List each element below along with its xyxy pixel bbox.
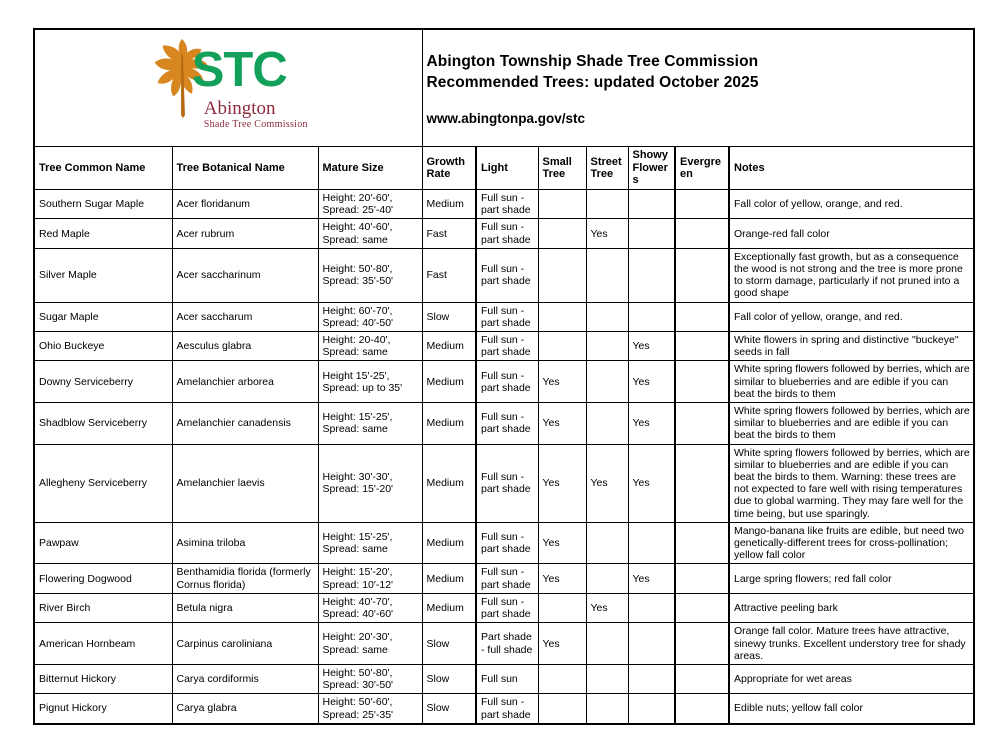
- cell-showy-flowers: [628, 219, 675, 248]
- cell-evergreen: [675, 593, 729, 622]
- cell-tree-botanical-name: Acer rubrum: [172, 219, 318, 248]
- cell-light: Full sun - part shade: [476, 190, 538, 219]
- cell-tree-botanical-name: Carpinus caroliniana: [172, 623, 318, 665]
- cell-light: Full sun - part shade: [476, 403, 538, 445]
- cell-small-tree: [538, 190, 586, 219]
- cell-street-tree: [586, 403, 628, 445]
- cell-notes: White spring flowers followed by berries, which are similar to blueberries and are edible if you can beat the birds to them. Warning: these trees are not expected to fare well with rising temperatures due to global warming. They may fare well for the time being, but use sparingly.: [729, 444, 974, 522]
- cell-tree-common-name: Red Maple: [34, 219, 172, 248]
- cell-street-tree: [586, 248, 628, 302]
- cell-mature-size: Height: 20'-60', Spread: 25'-40': [318, 190, 422, 219]
- cell-growth-rate: Slow: [422, 694, 476, 724]
- cell-showy-flowers: Yes: [628, 403, 675, 445]
- cell-mature-size: Height: 20'-30', Spread: same: [318, 623, 422, 665]
- cell-growth-rate: Slow: [422, 623, 476, 665]
- cell-small-tree: Yes: [538, 403, 586, 445]
- cell-mature-size: Height: 40'-70', Spread: 40'-60': [318, 593, 422, 622]
- cell-growth-rate: Medium: [422, 522, 476, 564]
- cell-showy-flowers: Yes: [628, 361, 675, 403]
- cell-tree-common-name: Sugar Maple: [34, 302, 172, 331]
- column-header-notes: Notes: [729, 147, 974, 190]
- column-header-evergreen: Evergreen: [675, 147, 729, 190]
- cell-small-tree: Yes: [538, 444, 586, 522]
- cell-tree-common-name: Pawpaw: [34, 522, 172, 564]
- cell-growth-rate: Medium: [422, 361, 476, 403]
- cell-tree-common-name: River Birch: [34, 593, 172, 622]
- table-row: [34, 248, 974, 302]
- cell-notes: White spring flowers followed by berries, which are similar to blueberries and are edible if you can beat the birds to them: [729, 361, 974, 403]
- stc-logo: [144, 36, 314, 140]
- cell-tree-common-name: Pignut Hickory: [34, 694, 172, 724]
- cell-light: Full sun - part shade: [476, 361, 538, 403]
- cell-notes: White spring flowers followed by berries, which are similar to blueberries and are edible if you can beat the birds to them: [729, 403, 974, 445]
- tree-list-sheet: [33, 28, 973, 725]
- cell-light: Full sun - part shade: [476, 444, 538, 522]
- cell-small-tree: Yes: [538, 564, 586, 593]
- column-header-tree-botanical-name: Tree Botanical Name: [172, 147, 318, 190]
- cell-light: Full sun - part shade: [476, 248, 538, 302]
- cell-tree-common-name: Shadblow Serviceberry: [34, 403, 172, 445]
- cell-evergreen: [675, 444, 729, 522]
- cell-mature-size: Height: 30'-30', Spread: 15'-20': [318, 444, 422, 522]
- table-row: [34, 219, 974, 248]
- cell-light: Full sun - part shade: [476, 593, 538, 622]
- cell-street-tree: [586, 694, 628, 724]
- cell-mature-size: Height: 60'-70', Spread: 40'-50': [318, 302, 422, 331]
- cell-small-tree: [538, 332, 586, 361]
- cell-tree-common-name: Bitternut Hickory: [34, 664, 172, 693]
- cell-notes: Edible nuts; yellow fall color: [729, 694, 974, 724]
- cell-tree-botanical-name: Asimina triloba: [172, 522, 318, 564]
- cell-small-tree: Yes: [538, 623, 586, 665]
- cell-evergreen: [675, 623, 729, 665]
- cell-mature-size: Height: 15'-25', Spread: same: [318, 403, 422, 445]
- cell-evergreen: [675, 190, 729, 219]
- table-row: [34, 403, 974, 445]
- banner-title-cell: [422, 29, 974, 147]
- cell-street-tree: Yes: [586, 444, 628, 522]
- cell-tree-botanical-name: Betula nigra: [172, 593, 318, 622]
- table-row: [34, 190, 974, 219]
- logo-name: Abington: [203, 98, 276, 119]
- cell-evergreen: [675, 664, 729, 693]
- cell-street-tree: [586, 190, 628, 219]
- cell-growth-rate: Slow: [422, 302, 476, 331]
- cell-small-tree: [538, 302, 586, 331]
- cell-showy-flowers: [628, 190, 675, 219]
- cell-mature-size: Height: 50'-60', Spread: 25'-35': [318, 694, 422, 724]
- cell-growth-rate: Medium: [422, 593, 476, 622]
- cell-street-tree: [586, 623, 628, 665]
- cell-tree-common-name: Downy Serviceberry: [34, 361, 172, 403]
- cell-mature-size: Height: 40'-60', Spread: same: [318, 219, 422, 248]
- cell-evergreen: [675, 219, 729, 248]
- cell-small-tree: [538, 664, 586, 693]
- cell-evergreen: [675, 694, 729, 724]
- cell-evergreen: [675, 332, 729, 361]
- cell-light: Full sun - part shade: [476, 564, 538, 593]
- cell-tree-botanical-name: Amelanchier arborea: [172, 361, 318, 403]
- cell-small-tree: Yes: [538, 361, 586, 403]
- cell-growth-rate: Medium: [422, 564, 476, 593]
- cell-tree-botanical-name: Aesculus glabra: [172, 332, 318, 361]
- cell-small-tree: [538, 694, 586, 724]
- cell-mature-size: Height: 50'-80', Spread: 35'-50': [318, 248, 422, 302]
- cell-small-tree: Yes: [538, 522, 586, 564]
- cell-light: Full sun - part shade: [476, 522, 538, 564]
- column-header-growth-rate: Growth Rate: [422, 147, 476, 190]
- cell-tree-common-name: Flowering Dogwood: [34, 564, 172, 593]
- cell-showy-flowers: [628, 302, 675, 331]
- column-header-showy-flowers: Showy Flowers: [628, 147, 675, 190]
- document-title-line-1: Abington Township Shade Tree Commission: [426, 52, 759, 70]
- table-row: [34, 522, 974, 564]
- table-header-row: [34, 147, 974, 190]
- cell-notes: White flowers in spring and distinctive "buckeye" seeds in fall: [729, 332, 974, 361]
- cell-tree-botanical-name: Amelanchier laevis: [172, 444, 318, 522]
- cell-showy-flowers: Yes: [628, 564, 675, 593]
- cell-evergreen: [675, 361, 729, 403]
- cell-small-tree: [538, 593, 586, 622]
- cell-tree-botanical-name: Acer saccharinum: [172, 248, 318, 302]
- cell-showy-flowers: [628, 694, 675, 724]
- cell-showy-flowers: Yes: [628, 332, 675, 361]
- cell-tree-common-name: Southern Sugar Maple: [34, 190, 172, 219]
- table-row: [34, 332, 974, 361]
- cell-notes: Orange fall color. Mature trees have attractive, sinewy trunks. Excellent understory tree for shady areas.: [729, 623, 974, 665]
- cell-tree-botanical-name: Amelanchier canadensis: [172, 403, 318, 445]
- cell-tree-common-name: Silver Maple: [34, 248, 172, 302]
- cell-showy-flowers: [628, 664, 675, 693]
- recommended-trees-table: [33, 28, 975, 725]
- cell-growth-rate: Medium: [422, 403, 476, 445]
- cell-mature-size: Height: 15'-25', Spread: same: [318, 522, 422, 564]
- cell-tree-botanical-name: Benthamidia florida (formerly Cornus florida): [172, 564, 318, 593]
- cell-street-tree: [586, 664, 628, 693]
- cell-growth-rate: Fast: [422, 248, 476, 302]
- cell-showy-flowers: [628, 522, 675, 564]
- logo-mark-text: STC: [191, 43, 287, 97]
- cell-street-tree: Yes: [586, 219, 628, 248]
- cell-notes: Fall color of yellow, orange, and red.: [729, 190, 974, 219]
- document-title-line-2: Recommended Trees: updated October 2025: [426, 73, 759, 91]
- cell-light: Full sun - part shade: [476, 332, 538, 361]
- cell-notes: Orange-red fall color: [729, 219, 974, 248]
- column-header-mature-size: Mature Size: [318, 147, 422, 190]
- cell-light: Part shade - full shade: [476, 623, 538, 665]
- cell-tree-common-name: Ohio Buckeye: [34, 332, 172, 361]
- cell-evergreen: [675, 248, 729, 302]
- cell-growth-rate: Medium: [422, 332, 476, 361]
- cell-tree-botanical-name: Carya glabra: [172, 694, 318, 724]
- column-header-street-tree: Street Tree: [586, 147, 628, 190]
- cell-street-tree: [586, 302, 628, 331]
- column-header-tree-common-name: Tree Common Name: [34, 147, 172, 190]
- column-header-small-tree: Small Tree: [538, 147, 586, 190]
- table-row: [34, 623, 974, 665]
- cell-street-tree: [586, 564, 628, 593]
- cell-small-tree: [538, 248, 586, 302]
- cell-notes: Large spring flowers; red fall color: [729, 564, 974, 593]
- cell-mature-size: Height: 20-40', Spread: same: [318, 332, 422, 361]
- table-row: [34, 664, 974, 693]
- cell-small-tree: [538, 219, 586, 248]
- cell-showy-flowers: [628, 248, 675, 302]
- cell-notes: Appropriate for wet areas: [729, 664, 974, 693]
- column-header-light: Light: [476, 147, 538, 190]
- cell-notes: Attractive peeling bark: [729, 593, 974, 622]
- cell-tree-botanical-name: Carya cordiformis: [172, 664, 318, 693]
- cell-showy-flowers: Yes: [628, 444, 675, 522]
- cell-evergreen: [675, 564, 729, 593]
- cell-street-tree: [586, 332, 628, 361]
- cell-tree-botanical-name: Acer floridanum: [172, 190, 318, 219]
- cell-showy-flowers: [628, 623, 675, 665]
- cell-growth-rate: Fast: [422, 219, 476, 248]
- cell-light: Full sun: [476, 664, 538, 693]
- website-url: www.abingtonpa.gov/stc: [426, 110, 586, 126]
- table-row: [34, 444, 974, 522]
- cell-evergreen: [675, 302, 729, 331]
- table-row: [34, 302, 974, 331]
- table-row: [34, 361, 974, 403]
- banner-row: [34, 29, 974, 147]
- cell-light: Full sun - part shade: [476, 219, 538, 248]
- logo-cell: [34, 29, 422, 147]
- table-row: [34, 694, 974, 724]
- cell-evergreen: [675, 403, 729, 445]
- cell-street-tree: [586, 361, 628, 403]
- cell-tree-botanical-name: Acer saccharum: [172, 302, 318, 331]
- cell-notes: Fall color of yellow, orange, and red.: [729, 302, 974, 331]
- cell-street-tree: Yes: [586, 593, 628, 622]
- table-body: [34, 29, 974, 724]
- table-row: [34, 564, 974, 593]
- cell-showy-flowers: [628, 593, 675, 622]
- cell-growth-rate: Slow: [422, 664, 476, 693]
- cell-light: Full sun - part shade: [476, 302, 538, 331]
- cell-street-tree: [586, 522, 628, 564]
- cell-tree-common-name: Allegheny Serviceberry: [34, 444, 172, 522]
- cell-evergreen: [675, 522, 729, 564]
- cell-tree-common-name: American Hornbeam: [34, 623, 172, 665]
- cell-notes: Mango-banana like fruits are edible, but need two genetically-different trees for cross-pollination; yellow fall color: [729, 522, 974, 564]
- table-row: [34, 593, 974, 622]
- cell-growth-rate: Medium: [422, 190, 476, 219]
- cell-mature-size: Height: 15'-20', Spread: 10'-12': [318, 564, 422, 593]
- cell-notes: Exceptionally fast growth, but as a consequence the wood is not strong and the tree is more prone to storm damage, particularly if not pruned into a good shape: [729, 248, 974, 302]
- cell-mature-size: Height 15'-25', Spread: up to 35': [318, 361, 422, 403]
- cell-mature-size: Height: 50'-80', Spread: 30'-50': [318, 664, 422, 693]
- logo-subtitle: Shade Tree Commission: [203, 119, 308, 130]
- cell-light: Full sun - part shade: [476, 694, 538, 724]
- cell-growth-rate: Medium: [422, 444, 476, 522]
